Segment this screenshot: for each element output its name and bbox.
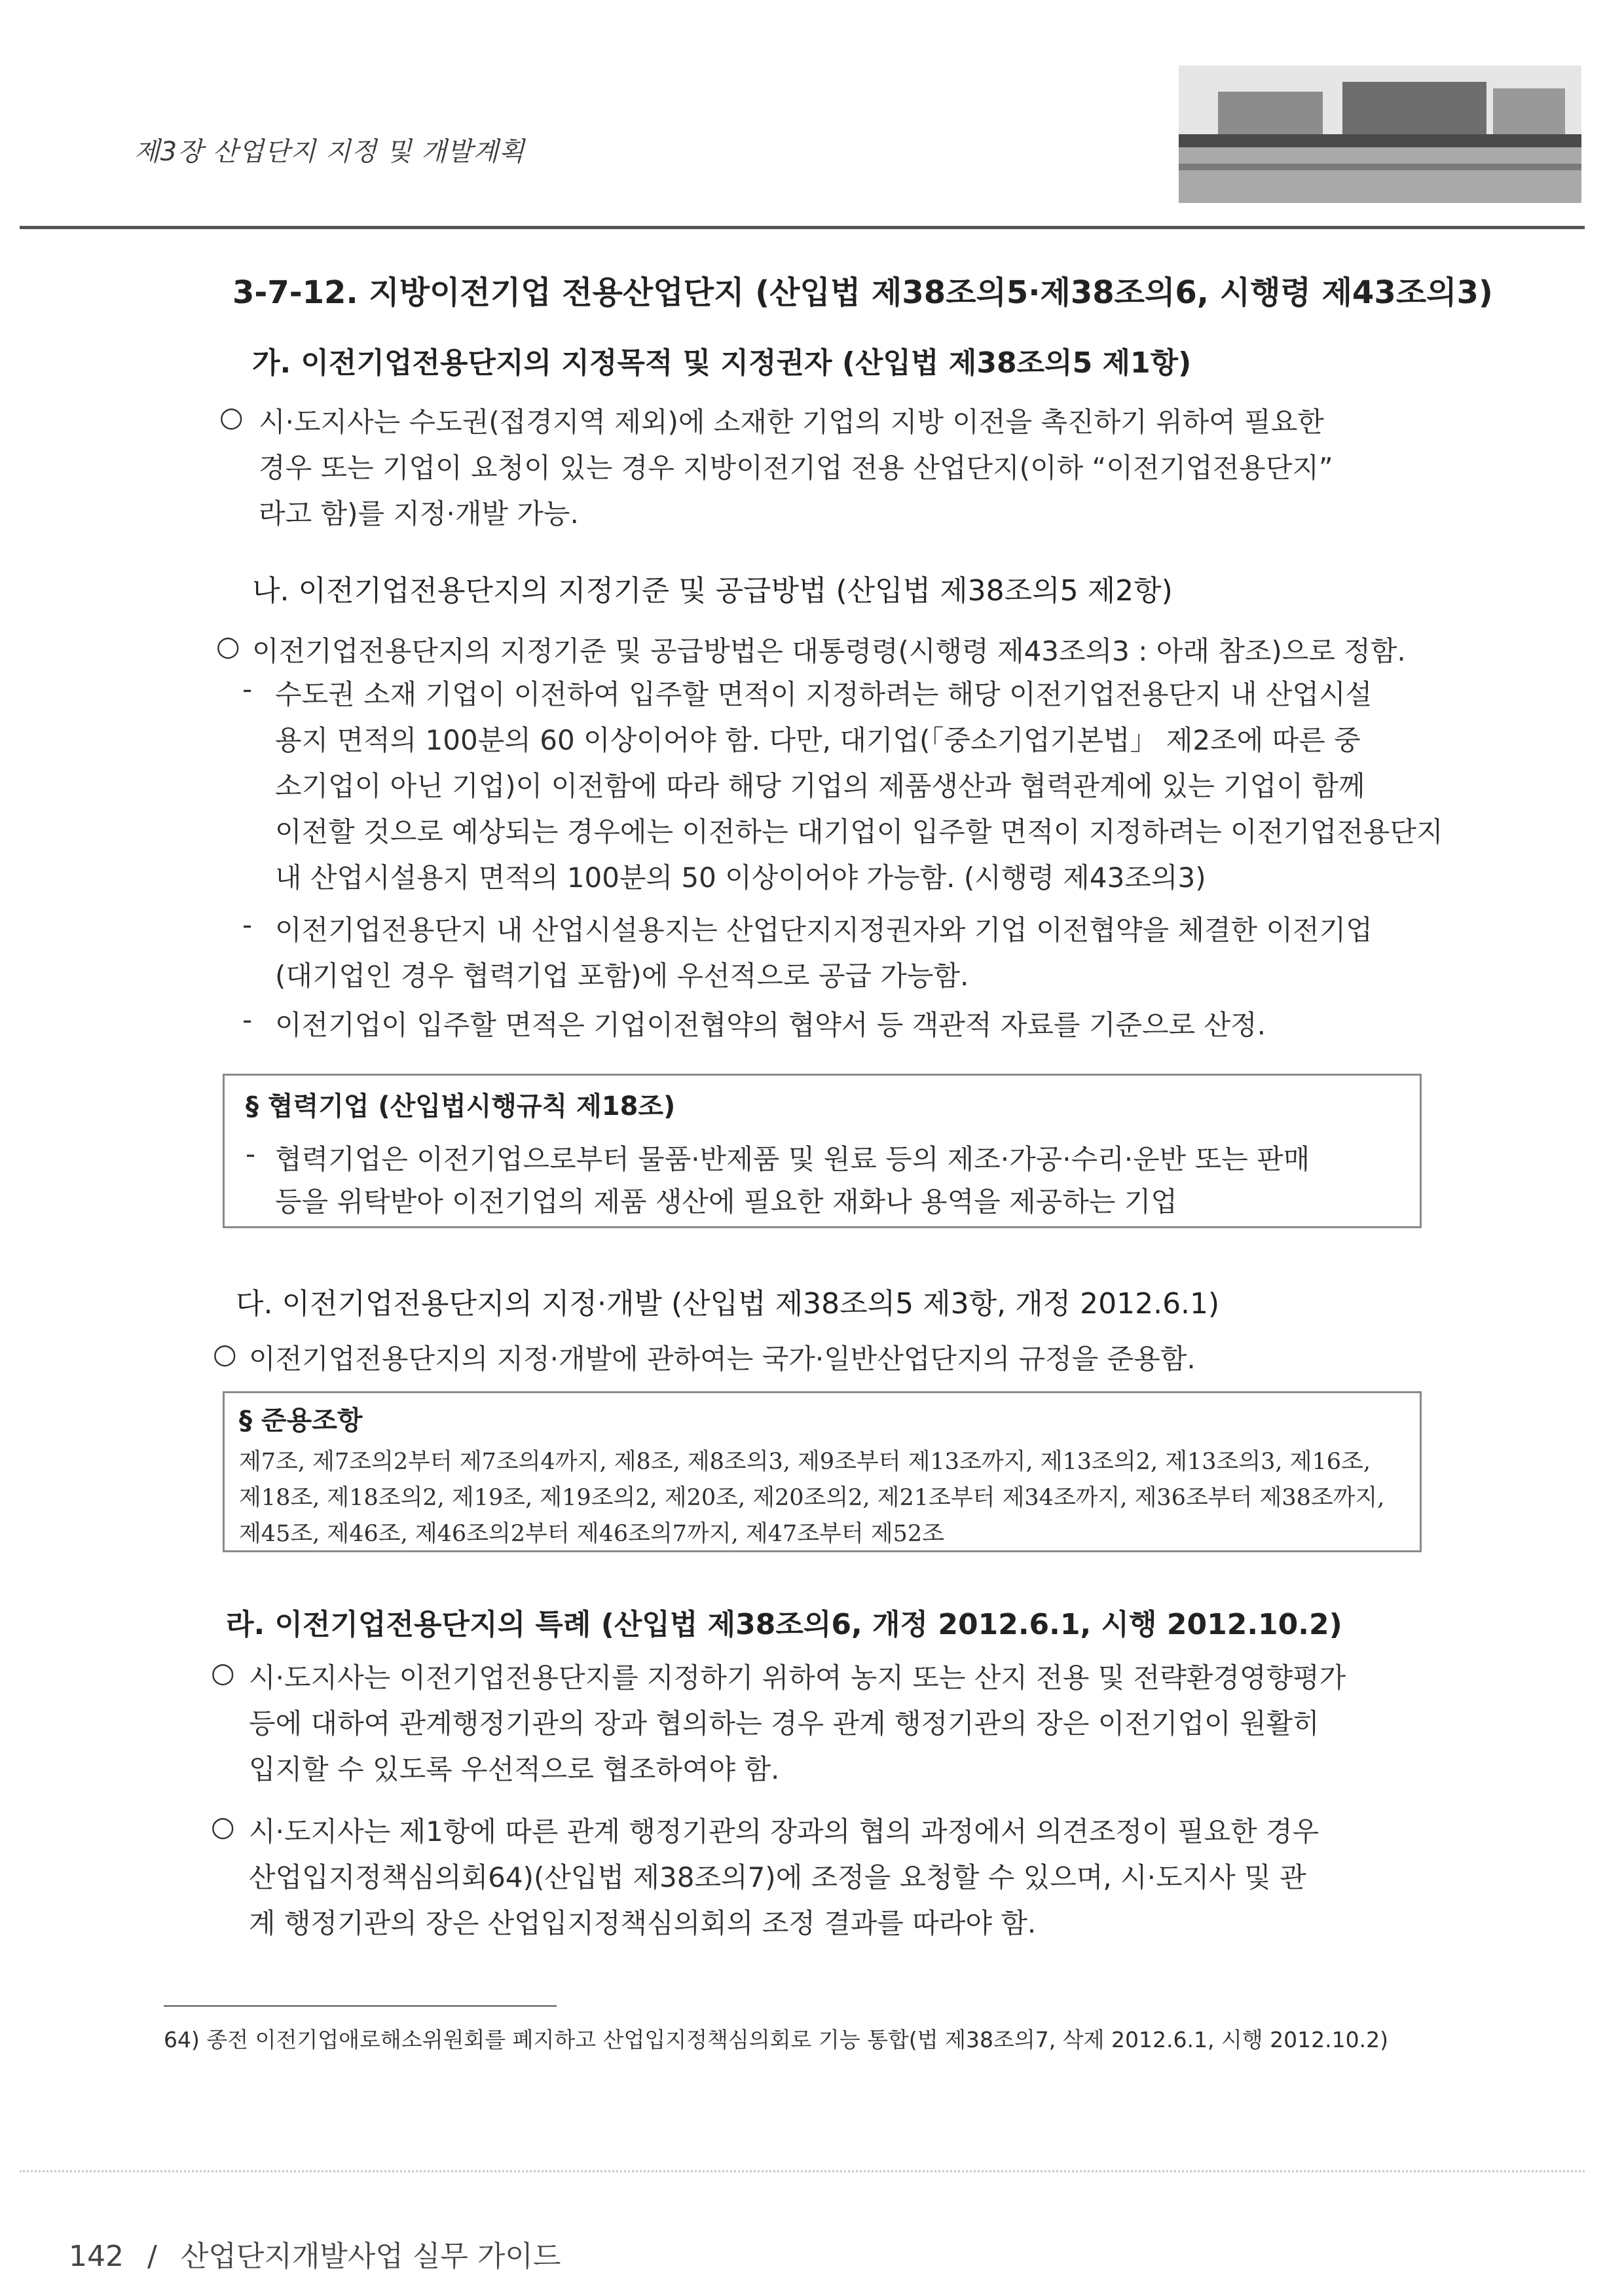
ga-bullet-line-2: 경우 또는 기업이 요청이 있는 경우 지방이전기업 전용 산업단지(이하 “이전기업전용단지” bbox=[259, 452, 1333, 484]
subsection-da-title: 다. 이전기업전용단지의 지정·개발 (산입법 제38조의5 제3항, 개정 2012.6.1) bbox=[236, 1287, 1220, 1321]
box2-line-2: 제18조, 제18조의2, 제19조, 제19조의2, 제20조, 제20조의2, 제21조부터 제34조까지, 제36조부터 제38조까지, bbox=[239, 1485, 1385, 1511]
na-bullet-line: 이전기업전용단지의 지정기준 및 공급방법은 대통령령(시행령 제43조의3 : 아래 참조)으로 정함. bbox=[252, 635, 1406, 667]
box2-line-1: 제7조, 제7조의2부터 제7조의4까지, 제8조, 제8조의3, 제9조부터 제13조까지, 제13조의2, 제13조의3, 제16조, bbox=[239, 1449, 1371, 1475]
na-dash1-line-1: 수도권 소재 기업이 이전하여 입주할 면적이 지정하려는 해당 이전기업전용단지 내 산업시설 bbox=[275, 678, 1373, 710]
dash-marker: - bbox=[246, 1138, 256, 1170]
footnote-64: 64) 종전 이전기업애로해소위원회를 폐지하고 산업입지정책심의회로 기능 통합(법 제38조의7, 삭제 2012.6.1, 시행 2012.10.2) bbox=[164, 2027, 1388, 2052]
ga-bullet-line-3: 라고 함)를 지정·개발 가능. bbox=[259, 498, 579, 530]
bullet-marker: ○ bbox=[211, 1656, 235, 1688]
na-dash1-line-3: 소기업이 아닌 기업)이 이전함에 따라 해당 기업의 제품생산과 협력관계에 있는 기업이 함께 bbox=[275, 770, 1365, 802]
section-title: 3-7-12. 지방이전기업 전용산업단지 (산입법 제38조의5·제38조의6, 시행령 제43조의3) bbox=[232, 274, 1493, 311]
dash-marker: - bbox=[242, 909, 253, 941]
ra-bullet2-line-2: 산업입지정책심의회64)(산입법 제38조의7)에 조정을 요청할 수 있으며, 시·도지사 및 관 bbox=[249, 1861, 1306, 1893]
bullet-marker: ○ bbox=[211, 1810, 235, 1842]
dash-marker: - bbox=[242, 673, 253, 705]
header-rule bbox=[20, 226, 1585, 229]
ra-bullet2-line-3: 계 행정기관의 장은 산업입지정책심의회의 조정 결과를 따라야 함. bbox=[249, 1907, 1037, 1939]
page-footer bbox=[69, 2232, 561, 2274]
subsection-ga-title: 가. 이전기업전용단지의 지정목적 및 지정권자 (산입법 제38조의5 제1항) bbox=[252, 346, 1192, 380]
page-number: 142 bbox=[69, 2240, 124, 2273]
na-dash2-line-2: (대기업인 경우 협력기업 포함)에 우선적으로 공급 가능함. bbox=[275, 960, 969, 992]
footer-rule bbox=[20, 2170, 1585, 2172]
bullet-marker: ○ bbox=[213, 1338, 237, 1370]
na-dash1-line-5: 내 산업시설용지 면적의 100분의 50 이상이어야 가능함. (시행령 제43조의3) bbox=[275, 862, 1206, 894]
bullet-marker: ○ bbox=[216, 630, 240, 662]
header-photo bbox=[1179, 65, 1581, 203]
subsection-na-title: 나. 이전기업전용단지의 지정기준 및 공급방법 (산입법 제38조의5 제2항) bbox=[252, 574, 1173, 608]
chapter-title: 제3장 산업단지 지정 및 개발계획 bbox=[134, 137, 525, 167]
ra-bullet1-line-2: 등에 대하여 관계행정기관의 장과 협의하는 경우 관계 행정기관의 장은 이전기업이 원활히 bbox=[249, 1707, 1320, 1740]
na-dash1-line-4: 이전할 것으로 예상되는 경우에는 이전하는 대기업이 입주할 면적이 지정하려는 이전기업전용단지 bbox=[275, 816, 1443, 848]
dash-marker: - bbox=[242, 1004, 253, 1036]
footnote-rule bbox=[164, 2005, 557, 2007]
footer-separator: / bbox=[147, 2240, 157, 2273]
na-dash1-line-2: 용지 면적의 100분의 60 이상이어야 함. 다만, 대기업(「중소기업기본법」 제2조에 따른 중 bbox=[275, 724, 1361, 756]
bullet-marker: ○ bbox=[219, 401, 244, 433]
building-photo-icon bbox=[1179, 65, 1581, 203]
ra-bullet1-line-1: 시·도지사는 이전기업전용단지를 지정하기 위하여 농지 또는 산지 전용 및 전략환경영향평가 bbox=[249, 1662, 1346, 1694]
da-bullet-line: 이전기업전용단지의 지정·개발에 관하여는 국가·일반산업단지의 규정을 준용함. bbox=[249, 1343, 1196, 1375]
box2-line-3: 제45조, 제46조, 제46조의2부터 제46조의7까지, 제47조부터 제52조 bbox=[239, 1521, 944, 1547]
box1-title: § 협력기업 (산입법시행규칙 제18조) bbox=[246, 1091, 676, 1121]
ra-bullet2-line-1: 시·도지사는 제1항에 따른 관계 행정기관의 장과의 협의 과정에서 의견조정이 필요한 경우 bbox=[249, 1815, 1320, 1848]
box1-line-1: 협력기업은 이전기업으로부터 물품·반제품 및 원료 등의 제조·가공·수리·운반 또는 판매 bbox=[275, 1143, 1310, 1175]
na-dash3-line: 이전기업이 입주할 면적은 기업이전협약의 협약서 등 객관적 자료를 기준으로 산정. bbox=[275, 1009, 1266, 1041]
box1-line-2: 등을 위탁받아 이전기업의 제품 생산에 필요한 재화나 용역을 제공하는 기업 bbox=[275, 1186, 1177, 1218]
na-dash2-line-1: 이전기업전용단지 내 산업시설용지는 산업단지지정권자와 기업 이전협약을 체결한 이전기업 bbox=[275, 914, 1373, 946]
subsection-ra-title: 라. 이전기업전용단지의 특례 (산입법 제38조의6, 개정 2012.6.1, 시행 2012.10.2) bbox=[226, 1608, 1342, 1641]
ra-bullet1-line-3: 입지할 수 있도록 우선적으로 협조하여야 함. bbox=[249, 1753, 780, 1785]
ga-bullet-line-1: 시·도지사는 수도권(접경지역 제외)에 소재한 기업의 지방 이전을 촉진하기 위하여 필요한 bbox=[259, 406, 1324, 438]
book-title: 산업단지개발사업 실무 가이드 bbox=[180, 2240, 561, 2273]
box2-title: § 준용조항 bbox=[239, 1406, 363, 1436]
